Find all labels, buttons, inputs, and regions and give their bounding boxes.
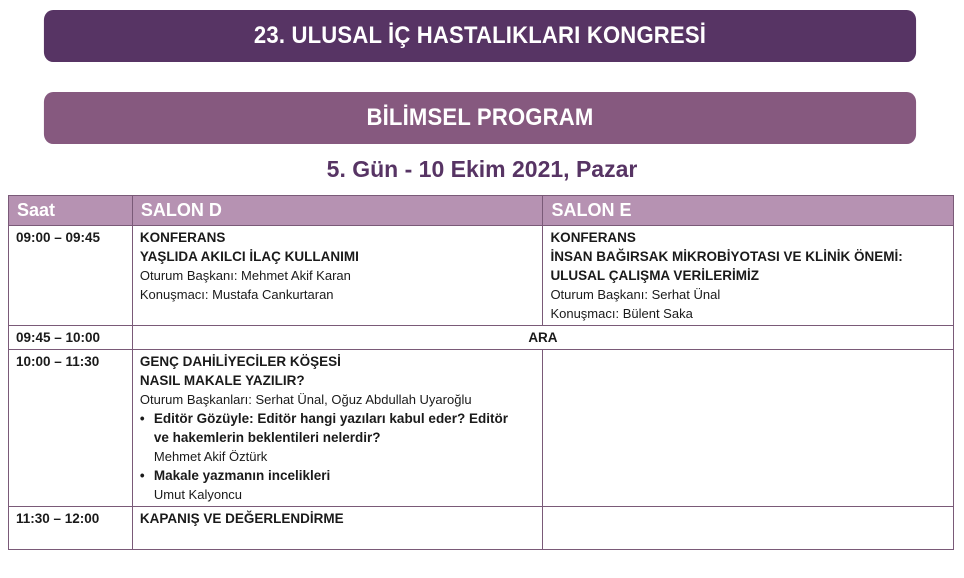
session-title: YAŞLIDA AKILCI İLAÇ KULLANIMI xyxy=(139,249,359,264)
talk-item xyxy=(140,466,536,485)
program-title: BİLİMSEL PROGRAM xyxy=(366,104,594,131)
session-chair: Oturum Başkanı: Mehmet Akif Karan xyxy=(139,268,351,283)
table-row xyxy=(9,507,954,550)
time-cell: 11:30 – 12:00 xyxy=(9,507,133,550)
congress-title: 23. ULUSAL İÇ HASTALIKLARI KONGRESİ xyxy=(253,22,707,49)
table-row xyxy=(9,226,954,326)
talk-speaker: Mehmet Akif Öztürk xyxy=(153,449,268,464)
session-type: KONFERANS xyxy=(139,230,226,245)
time-cell: 09:45 – 10:00 xyxy=(9,326,133,350)
session-cell-salon-e-empty xyxy=(543,350,954,507)
column-header-salon-e: SALON E xyxy=(543,196,954,226)
session-cell-salon-d xyxy=(132,226,543,326)
day-title: 5. Gün - 10 Ekim 2021, Pazar xyxy=(326,156,638,182)
session-chairs: Oturum Başkanları: Serhat Ünal, Oğuz Abdullah Uyaroğlu xyxy=(139,392,472,407)
session-cell-salon-d xyxy=(132,350,543,507)
session-speaker: Konuşmacı: Mustafa Cankurtaran xyxy=(139,287,334,302)
time-cell: 10:00 – 11:30 xyxy=(9,350,133,507)
bullet-icon: • xyxy=(139,411,145,426)
talk-title: Makale yazmanın incelikleri xyxy=(153,468,331,483)
talk-speaker: Umut Kalyoncu xyxy=(153,487,243,502)
session-type: KONFERANS xyxy=(550,230,636,245)
column-header-salon-d: SALON D xyxy=(132,196,543,226)
bullet-icon: • xyxy=(139,468,145,483)
talk-title-line-1: Editör Gözüyle: Editör hangi yazıları kabul eder? Editör xyxy=(153,411,508,426)
table-header-row xyxy=(9,196,954,226)
session-chair: Oturum Başkanı: Serhat Ünal xyxy=(550,287,721,302)
session-title: KAPANIŞ VE DEĞERLENDİRME xyxy=(139,511,344,526)
break-label: ARA xyxy=(132,326,953,350)
talk-item xyxy=(140,409,536,447)
session-title: NASIL MAKALE YAZILIR? xyxy=(139,373,305,388)
program-table xyxy=(8,195,954,550)
program-title-banner xyxy=(44,92,916,144)
talk-title xyxy=(154,409,508,447)
session-type: GENÇ DAHİLİYECİLER KÖŞESİ xyxy=(139,354,341,369)
session-title-line-2: ULUSAL ÇALIŞMA VERİLERİMİZ xyxy=(550,268,759,283)
session-cell-salon-d xyxy=(132,507,543,550)
column-header-time: Saat xyxy=(9,196,133,226)
talk-title-line-2: ve hakemlerin beklentileri nelerdir? xyxy=(153,430,381,445)
table-row xyxy=(9,326,954,350)
time-cell: 09:00 – 09:45 xyxy=(9,226,133,326)
session-cell-salon-e xyxy=(543,226,954,326)
session-speaker: Konuşmacı: Bülent Saka xyxy=(550,306,693,321)
table-row xyxy=(9,350,954,507)
congress-title-banner xyxy=(44,10,916,62)
session-cell-salon-e-empty xyxy=(543,507,954,550)
session-title-line-1: İNSAN BAĞIRSAK MİKROBİYOTASI VE KLİNİK ÖNEMİ: xyxy=(550,249,903,264)
